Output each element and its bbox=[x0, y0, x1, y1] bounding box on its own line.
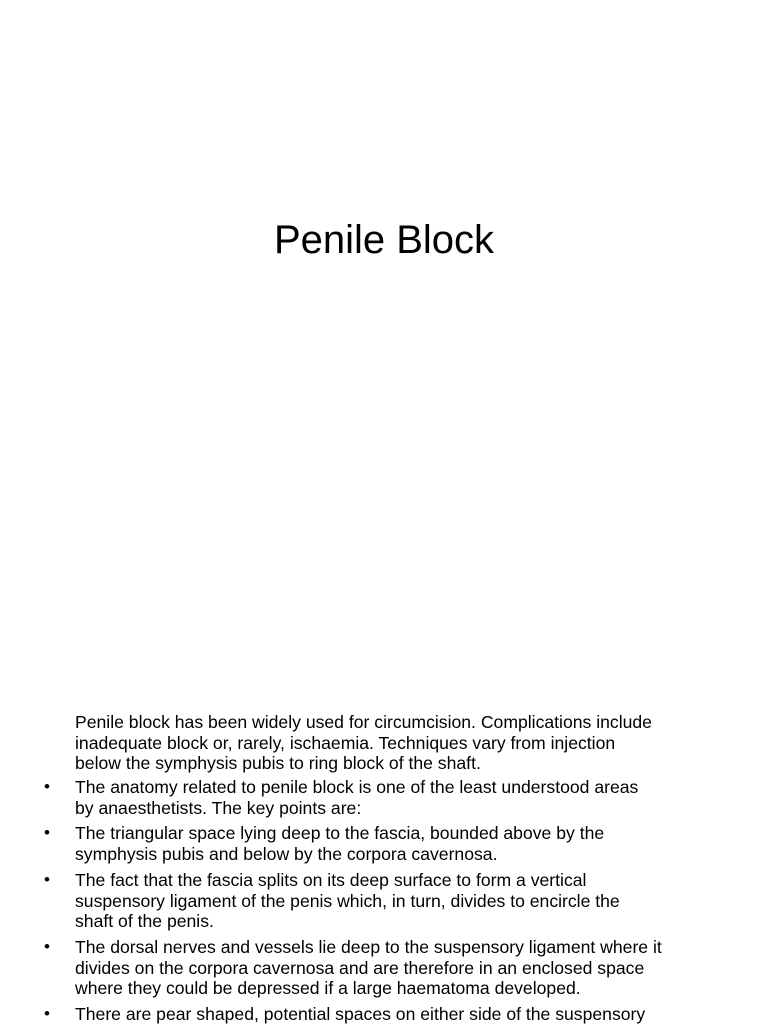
bullet-marker: • bbox=[44, 777, 50, 796]
bullet-item bbox=[75, 777, 725, 818]
bullet-marker: • bbox=[44, 937, 50, 956]
intro-line: below the symphysis pubis to ring block of the shaft. bbox=[75, 753, 481, 774]
bullet-marker: • bbox=[44, 870, 50, 889]
bullet-line: where they could be depressed if a large haematoma developed. bbox=[75, 978, 581, 999]
slide-body bbox=[0, 712, 768, 1024]
bullet-line: suspensory ligament of the penis which, in turn, divides to encircle the bbox=[75, 890, 620, 911]
intro-line: inadequate block or, rarely, ischaemia. Techniques vary from injection bbox=[75, 732, 616, 753]
intro-line: Penile block has been widely used for circumcision. Complications include bbox=[75, 712, 652, 732]
bullet-line: symphysis pubis and below by the corpora cavernosa. bbox=[75, 843, 498, 864]
bullet-marker: • bbox=[44, 1004, 50, 1023]
bullet-item bbox=[75, 1004, 725, 1024]
intro-paragraph bbox=[75, 712, 725, 774]
bullet-line: divides on the corpora cavernosa and are therefore in an enclosed space bbox=[75, 957, 645, 978]
bullet-line: by anaesthetists. The key points are: bbox=[75, 797, 362, 818]
slide-title: Penile Block bbox=[273, 218, 495, 262]
bullet-line: The fact that the fascia splits on its deep surface to form a vertical bbox=[75, 870, 587, 890]
bullet-line: The triangular space lying deep to the fascia, bounded above by the bbox=[75, 823, 605, 843]
bullet-item bbox=[75, 823, 725, 864]
bullet-marker: • bbox=[44, 823, 50, 842]
bullet-line: The dorsal nerves and vessels lie deep to the suspensory ligament where it bbox=[75, 937, 662, 957]
bullet-line: The anatomy related to penile block is one of the least understood areas bbox=[75, 777, 639, 797]
bullet-line: shaft of the penis. bbox=[75, 911, 214, 932]
bullet-item bbox=[75, 870, 725, 932]
bullet-line: There are pear shaped, potential spaces on either side of the suspensory bbox=[75, 1004, 646, 1024]
bullet-item bbox=[75, 937, 725, 999]
